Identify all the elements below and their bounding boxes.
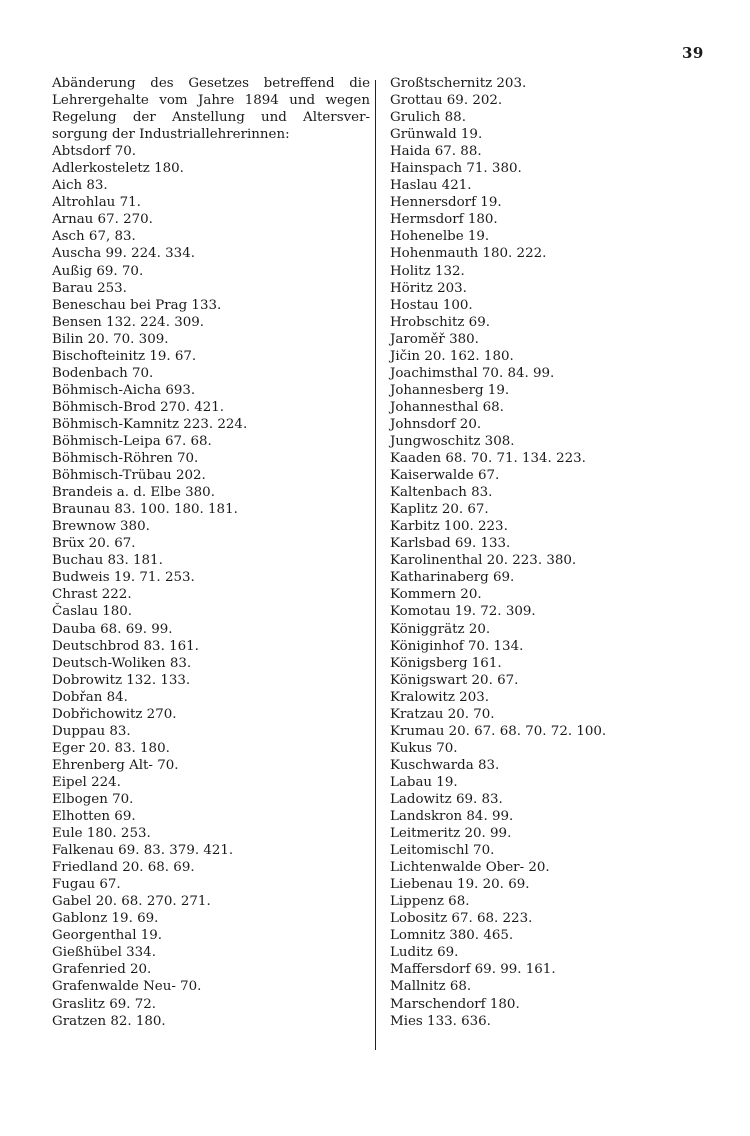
index-entry: Hohenelbe 19. — [390, 229, 490, 245]
index-entry: Hrobschitz 69. — [390, 314, 490, 330]
index-entry: Adlerkosteletz 180. — [52, 161, 184, 177]
index-entry: Gablonz 19. 69. — [52, 911, 159, 927]
index-entry: Höritz 203. — [390, 280, 467, 296]
index-entry: Hennersdorf 19. — [390, 195, 502, 211]
index-entry: Marschendorf 180. — [390, 996, 520, 1012]
index-entry: Lippenz 68. — [390, 894, 470, 910]
index-entry: Hostau 100. — [390, 297, 473, 313]
index-entry: Kralowitz 203. — [390, 689, 489, 705]
index-entry: Hohenmauth 180. 222. — [390, 246, 547, 262]
intro-heading — [52, 75, 370, 143]
index-entry: Jičin 20. 162. 180. — [390, 348, 514, 364]
left-entry-list — [52, 143, 370, 1029]
index-entry: Leitomischl 70. — [390, 843, 495, 859]
index-entry: Johannesthal 68. — [390, 399, 504, 415]
index-entry: Kukus 70. — [390, 740, 458, 756]
index-entry: Dobřan 84. — [52, 689, 128, 705]
index-entry: Böhmisch-Röhren 70. — [52, 451, 199, 467]
index-entry: Elbogen 70. — [52, 791, 134, 807]
index-entry: Grafenried 20. — [52, 962, 152, 978]
index-entry: Haida 67. 88. — [390, 144, 482, 160]
index-entry: Hainspach 71. 380. — [390, 161, 522, 177]
index-entry: Landskron 84. 99. — [390, 809, 514, 825]
index-entry: Lichtenwalde Ober- 20. — [390, 860, 550, 876]
index-entry: Maffersdorf 69. 99. 161. — [390, 962, 556, 978]
index-entry: Böhmisch-Aicha 693. — [52, 382, 196, 398]
index-entry: Königgrätz 20. — [390, 621, 491, 637]
index-entry: Krumau 20. 67. 68. 70. 72. 100. — [390, 723, 607, 739]
index-entry: Karlsbad 69. 133. — [390, 536, 511, 552]
index-entry: Großtschernitz 203. — [390, 76, 527, 91]
column-divider — [375, 80, 376, 1050]
index-entry: Jaroměř 380. — [390, 331, 479, 347]
index-entry: Ehrenberg Alt- 70. — [52, 757, 179, 773]
index-entry: Luditz 69. — [390, 945, 459, 961]
index-entry: Kratzau 20. 70. — [390, 706, 495, 722]
index-entry: Bodenbach 70. — [52, 365, 154, 381]
index-entry: Johannesberg 19. — [390, 382, 510, 398]
index-entry: Kaltenbach 83. — [390, 485, 493, 501]
index-entry: Königswart 20. 67. — [390, 672, 519, 688]
index-entry: Kaplitz 20. 67. — [390, 502, 489, 518]
index-entry: Bischofteinitz 19. 67. — [52, 348, 197, 364]
index-entry: Časlau 180. — [52, 604, 133, 620]
right-column — [390, 75, 690, 1030]
index-entry: Asch 67, 83. — [52, 229, 136, 245]
index-entry: Holitz 132. — [390, 263, 465, 279]
index-entry: Komotau 19. 72. 309. — [390, 604, 536, 620]
right-entry-list — [390, 75, 690, 1030]
index-entry: Haslau 421. — [390, 178, 472, 194]
intro-line: Abänderung des Gesetzes betreffend die — [52, 76, 370, 91]
index-entry: Falkenau 69. 83. 379. 421. — [52, 843, 234, 859]
index-entry: Karolinenthal 20. 223. 380. — [390, 553, 577, 569]
index-entry: Auscha 99. 224. 334. — [52, 246, 195, 262]
index-entry: Hermsdorf 180. — [390, 212, 498, 228]
index-entry: Abtsdorf 70. — [52, 144, 137, 160]
index-entry: Mies 133. 636. — [390, 1013, 491, 1029]
index-entry: Eule 180. 253. — [52, 826, 151, 842]
index-entry: Außig 69. 70. — [52, 263, 144, 279]
index-entry: Lobositz 67. 68. 223. — [390, 911, 533, 927]
index-entry: Bilin 20. 70. 309. — [52, 331, 169, 347]
index-entry: Johnsdorf 20. — [390, 416, 482, 432]
index-entry: Königinhof 70. 134. — [390, 638, 524, 654]
index-entry: Duppau 83. — [52, 723, 131, 739]
index-entry: Deutsch-Woliken 83. — [52, 655, 192, 671]
index-entry: Elhotten 69. — [52, 809, 136, 825]
index-entry: Eger 20. 83. 180. — [52, 740, 170, 756]
index-entry: Braunau 83. 100. 180. 181. — [52, 502, 238, 518]
index-entry: Kaaden 68. 70. 71. 134. 223. — [390, 451, 586, 467]
index-entry: Katharinaberg 69. — [390, 570, 515, 586]
page-number: 39 — [682, 44, 704, 62]
index-entry: Buchau 83. 181. — [52, 553, 163, 569]
intro-line: Lehrergehalte vom Jahre 1894 und wegen — [52, 93, 370, 109]
index-entry: Brewnow 380. — [52, 519, 150, 535]
index-entry: Böhmisch-Brod 270. 421. — [52, 399, 225, 415]
index-entry: Böhmisch-Kamnitz 223. 224. — [52, 416, 248, 432]
index-entry: Brüx 20. 67. — [52, 536, 136, 552]
index-entry: Georgenthal 19. — [52, 928, 163, 944]
index-entry: Joachimsthal 70. 84. 99. — [390, 365, 555, 381]
index-entry: Chrast 222. — [52, 587, 132, 603]
index-entry: Böhmisch-Leipa 67. 68. — [52, 433, 212, 449]
index-entry: Fugau 67. — [52, 877, 121, 893]
index-entry: Ladowitz 69. 83. — [390, 791, 503, 807]
index-entry: Mallnitz 68. — [390, 979, 472, 995]
index-entry: Budweis 19. 71. 253. — [52, 570, 195, 586]
index-entry: Eipel 224. — [52, 774, 121, 790]
index-entry: Kommern 20. — [390, 587, 482, 603]
index-entry: Grafenwalde Neu- 70. — [52, 979, 202, 995]
index-entry: Arnau 67. 270. — [52, 212, 153, 228]
index-entry: Deutschbrod 83. 161. — [52, 638, 199, 654]
index-entry: Böhmisch-Trübau 202. — [52, 468, 206, 484]
index-entry: Altrohlau 71. — [52, 195, 141, 211]
index-entry: Friedland 20. 68. 69. — [52, 860, 195, 876]
index-entry: Grulich 88. — [390, 110, 466, 126]
index-entry: Dobřichowitz 270. — [52, 706, 177, 722]
index-entry: Labau 19. — [390, 774, 458, 790]
index-entry: Bensen 132. 224. 309. — [52, 314, 205, 330]
index-entry: Leitmeritz 20. 99. — [390, 826, 512, 842]
index-entry: Dauba 68. 69. 99. — [52, 621, 173, 637]
index-entry: Brandeis a. d. Elbe 380. — [52, 485, 215, 501]
index-entry: Graslitz 69. 72. — [52, 996, 157, 1012]
index-entry: Gratzen 82. 180. — [52, 1013, 166, 1029]
index-entry: Königsberg 161. — [390, 655, 502, 671]
index-entry: Gabel 20. 68. 270. 271. — [52, 894, 211, 910]
index-entry: Kuschwarda 83. — [390, 757, 500, 773]
index-entry: Gießhübel 334. — [52, 945, 156, 961]
index-entry: Aich 83. — [52, 178, 108, 194]
index-entry: Dobrowitz 132. 133. — [52, 672, 191, 688]
index-entry: Liebenau 19. 20. 69. — [390, 877, 530, 893]
index-entry: Kaiserwalde 67. — [390, 468, 500, 484]
index-entry: Karbitz 100. 223. — [390, 519, 508, 535]
index-entry: Grünwald 19. — [390, 127, 483, 143]
left-column — [52, 75, 370, 1030]
intro-line: Regelung der Anstellung und Altersver- — [52, 110, 370, 126]
index-entry: Lomnitz 380. 465. — [390, 928, 514, 944]
index-entry: Grottau 69. 202. — [390, 93, 503, 109]
index-entry: Beneschau bei Prag 133. — [52, 297, 222, 313]
index-entry: Jungwoschitz 308. — [390, 433, 515, 449]
intro-line: sorgung der Industriallehrerinnen: — [52, 127, 290, 143]
index-entry: Barau 253. — [52, 280, 127, 296]
